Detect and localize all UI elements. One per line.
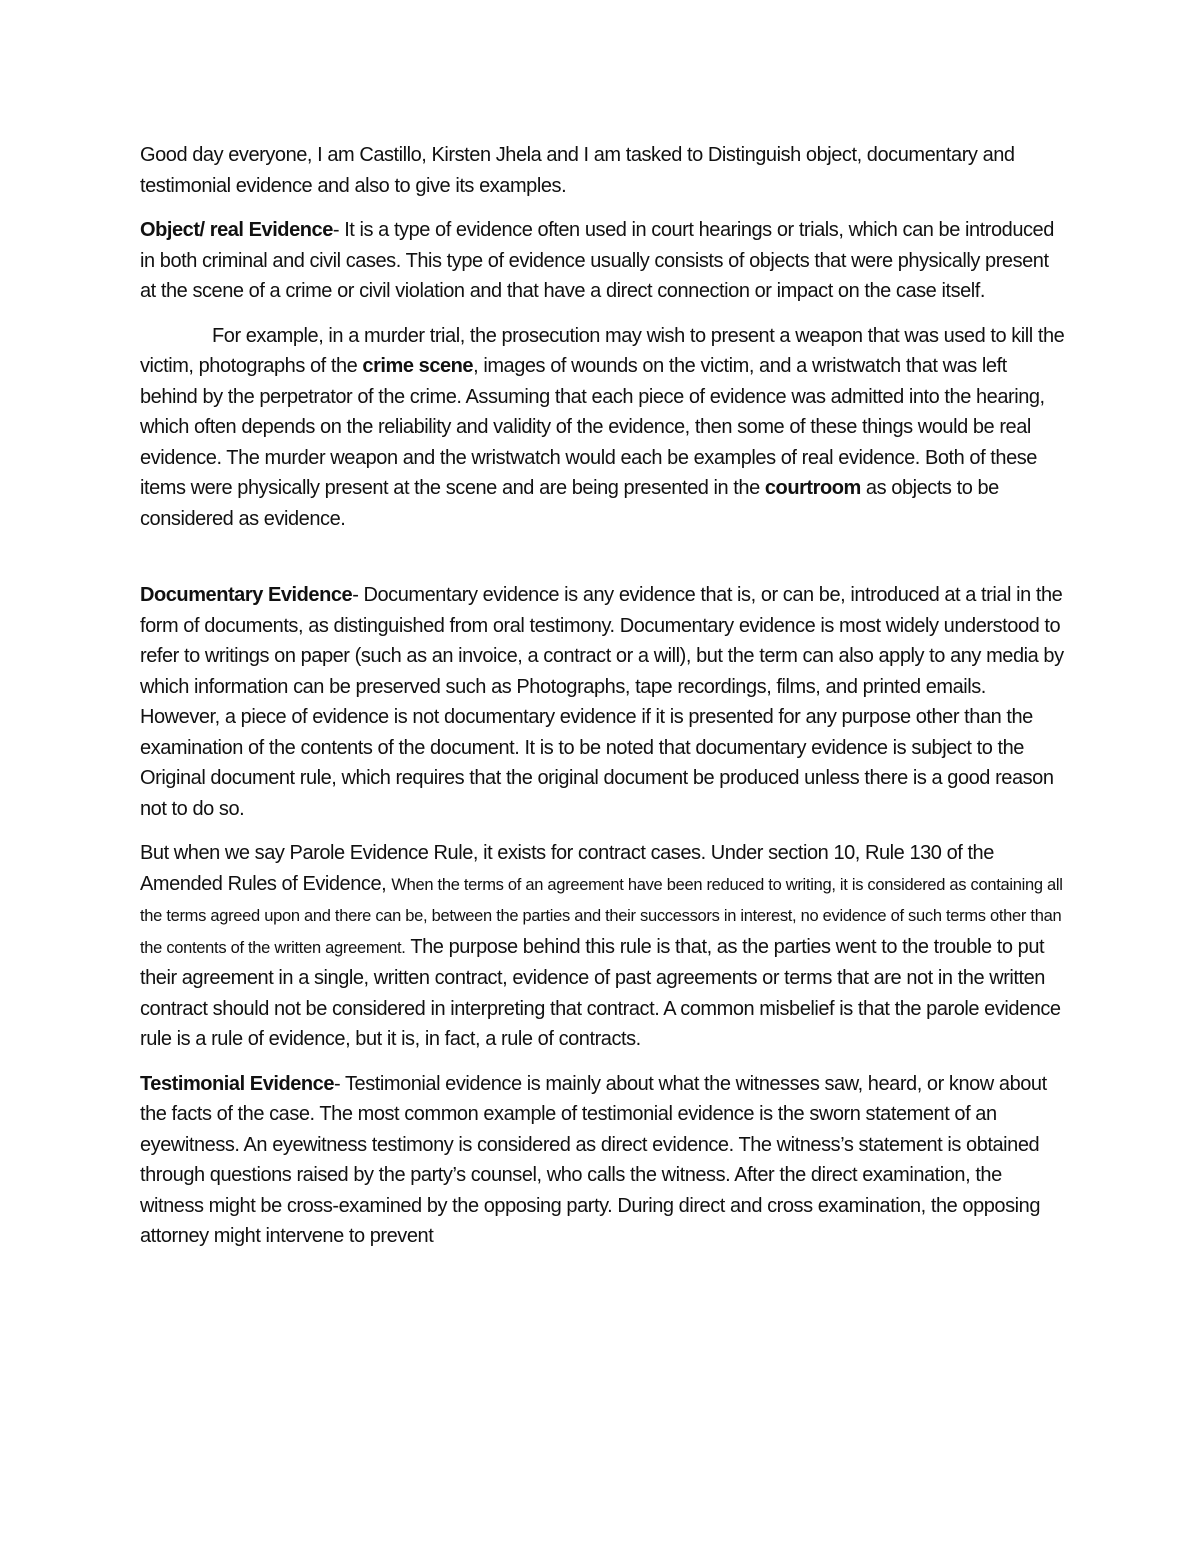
courtroom-term: courtroom bbox=[764, 477, 861, 499]
object-example-paragraph bbox=[140, 321, 1065, 535]
object-evidence-body: - It is a type of evidence often used in court hearings or trials, which can be introduced in both criminal and civil cases. This type of evidence usually consists of objects that were physically present at the scene of a crime or civil violation and that have a direct connection or impact on the case itself. bbox=[140, 219, 1054, 302]
parole-evidence-paragraph bbox=[140, 838, 1065, 1055]
object-evidence-heading: Object/ real Evidence bbox=[140, 219, 333, 241]
testimonial-evidence-paragraph bbox=[140, 1069, 1065, 1252]
testimonial-evidence-body: - Testimonial evidence is mainly about what the witnesses saw, heard, or know about the facts of the case. The most common example of testimonial evidence is the sworn statement of an eyewitness. An eyewitness testimony is considered as direct evidence. The witness’s statement is obtained through questions raised by the party’s counsel, who calls the witness. After the direct examination, the witness might be cross-examined by the opposing party. During direct and cross examination, the opposing attorney might intervene to prevent bbox=[140, 1072, 1047, 1247]
testimonial-evidence-heading: Testimonial Evidence bbox=[140, 1072, 335, 1095]
documentary-evidence-paragraph bbox=[140, 580, 1065, 824]
parole-evidence-text-1: But when we say Parole Evidence Rule, it exists for contract cases. Under section 10, Rule 130 of the Amended Rules of Evidence, bbox=[140, 842, 994, 895]
document-body bbox=[140, 140, 1065, 1266]
documentary-evidence-heading: Documentary Evidence bbox=[140, 584, 353, 606]
object-example-text-1: For example, in a murder trial, the prosecution may wish to present a weapon that was used to kill the victim, photographs of the bbox=[140, 324, 1065, 377]
parole-evidence-text-2: The purpose behind this rule is that, as the parties went to the trouble to put their agreement in a single, written contract, evidence of past agreements or terms that are not in the written contract should not be considered in interpreting that contract. A common misbelief is that the parole evidence rule is a rule of evidence, but it is, in fact, a rule of contracts. bbox=[140, 935, 1061, 1050]
crime-scene-term: crime scene bbox=[362, 355, 474, 377]
object-example-text-2: , images of wounds on the victim, and a wristwatch that was left behind by the perpetrator of the crime. Assuming that each piece of evidence was admitted into the hearing, which often depends on the reliability and validity of the evidence, then some of these things would be real evidence. The murder weapon and the wristwatch would each be examples of real evidence. Both of these items were physically present at the scene and are being presented in the bbox=[140, 355, 1045, 499]
object-evidence-paragraph bbox=[140, 215, 1065, 307]
documentary-evidence-body: - Documentary evidence is any evidence that is, or can be, introduced at a trial in the form of documents, as distinguished from oral testimony. Documentary evidence is most widely understood to refer to writings on paper (such as an invoice, a contract or a will), but the term can also apply to any media by which information can be preserved such as Photographs, tape recordings, films, and printed emails. However, a piece of evidence is not documentary evidence if it is presented for any purpose other than the examination of the contents of the document. It is to be noted that documentary evidence is subject to the Original document rule, which requires that the original document be produced unless there is a good reason not to do so. bbox=[140, 584, 1064, 820]
parole-rule-quote: When the terms of an agreement have been reduced to writing, it is considered as containing all the terms agreed upon and there can be, between the parties and their successors in interest, no evidence of such terms other than the contents of the written agreement. bbox=[140, 875, 1063, 957]
object-example-text-3: as objects to be considered as evidence. bbox=[140, 477, 999, 530]
intro-paragraph: Good day everyone, I am Castillo, Kirsten Jhela and I am tasked to Distinguish object, documentary and testimonial evidence and also to give its examples. bbox=[140, 144, 1015, 197]
